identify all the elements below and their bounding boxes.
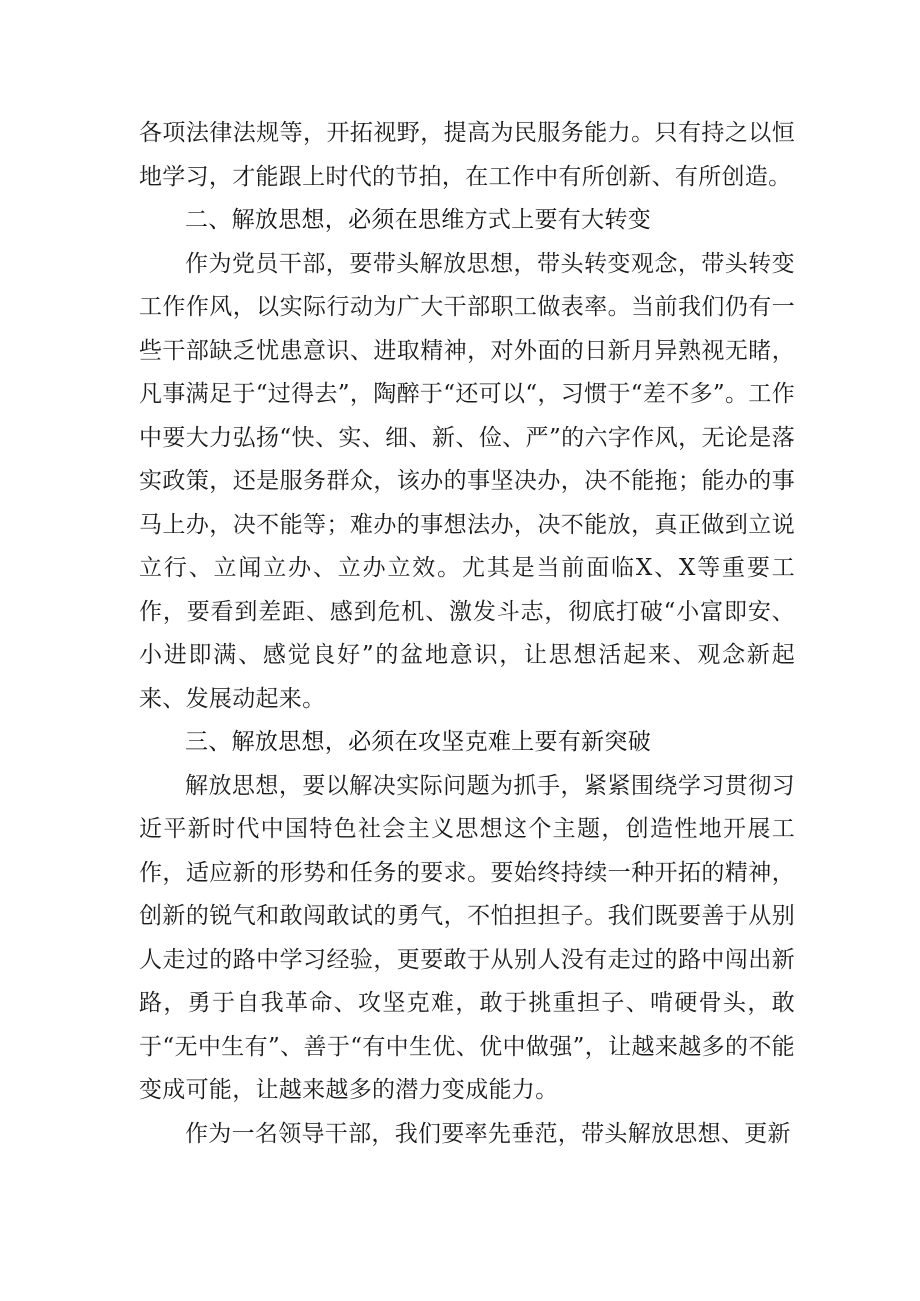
- section-heading-3: 三、解放思想，必须在攻坚克难上要有新突破: [185, 729, 651, 755]
- paragraph-leadership: 作为一名领导干部，我们要率先垂范，带头解放思想、更新: [185, 1120, 791, 1147]
- paragraph-section-3: 解放思想，要以解决实际问题为抓手，紧紧围绕学习贯彻习近平新时代中国特色社会主义思想这个主题，创造性地开展工作，适应新的形势和任务的要求。要始终持续一种开拓的精神，创新的锐气和敢闯敢试的勇气，不怕担担子。我们既要善于从别人走过的路中学习经验，更要敢于从别人没有走过的路中闯出新路，勇于自我革命、攻坚克难，敢于挑重担子、啃硬骨头，敢于“无中生有”、善于“有中生优、优中做强”，让越来越多的不能变成可能，让越来越多的潜力变成能力。: [139, 772, 795, 1103]
- paragraph-section-2: 作为党员干部，要带头解放思想，带头转变观念，带头转变工作作风，以实际行动为广大干部职工做表率。当前我们仍有一些干部缺乏忧患意识、进取精神，对外面的日新月异熟视无睹，凡事满足于“过得去”，陶醉于“还可以“，习惯于“差不多”。工作中要大力弘扬“快、实、细、新、俭、严”的六字作风，无论是落实政策，还是服务群众，该办的事坚决办，决不能拖；能办的事马上办，决不能等；难办的事想法办，决不能放，真正做到立说立行、立闻立办、立办立效。尤其是当前面临X、X等重要工作，要看到差距、感到危机、激发斗志，彻底打破“小富即安、小进即满、感觉良好”的盆地意识，让思想活起来、观念新起来、发展动起来。: [139, 250, 795, 712]
- document-body: [139, 112, 795, 1156]
- section-heading-2: 二、解放思想，必须在思维方式上要有大转变: [185, 207, 651, 233]
- paragraph-continuation: 各项法律法规等，开拓视野，提高为民服务能力。只有持之以恒地学习，才能跟上时代的节拍，在工作中有所创新、有所创造。: [139, 120, 795, 190]
